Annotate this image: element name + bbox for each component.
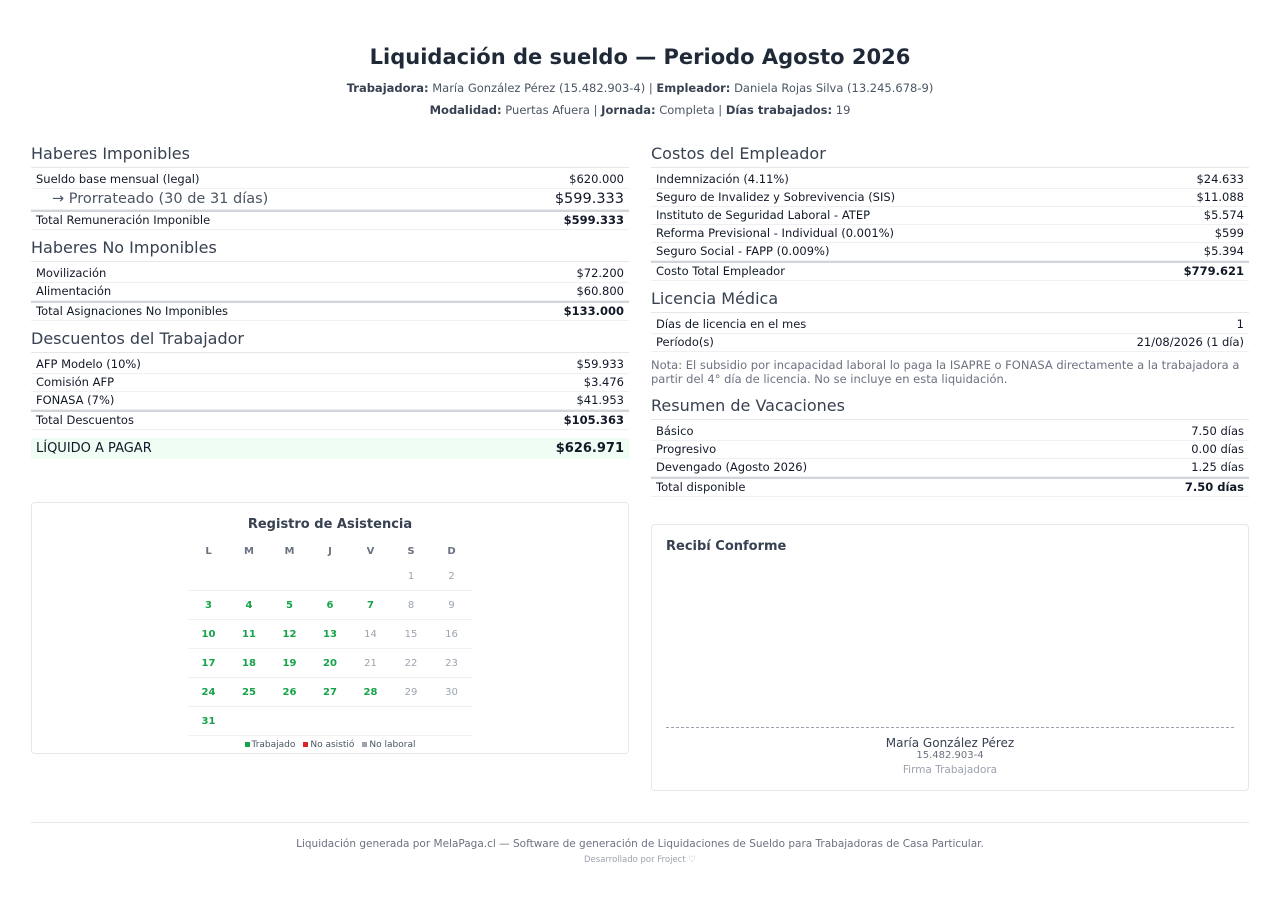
row-label: Progresivo [656,442,717,456]
row-value: $59.933 [576,357,624,371]
calendar-week [188,591,472,620]
separator: | [648,81,653,95]
total-label: Total Descuentos [36,413,134,427]
calendar-empty-cell [229,707,270,736]
calendar-day: 9 [431,591,472,620]
calendar-day: 16 [431,620,472,649]
row-value: $599.333 [554,191,624,207]
total-row [31,301,629,321]
table-row [31,283,629,301]
row-value: $41.953 [576,393,624,407]
calendar-day: 12 [269,620,310,649]
calendar-day: 25 [229,678,270,707]
calendar-day: 18 [229,649,270,678]
liquido-value: $626.971 [555,441,624,456]
row-value: $620.000 [569,172,624,186]
row-label: Instituto de Seguridad Laboral - ATEP [656,208,871,222]
table-row [31,189,629,210]
calendar-day: 7 [350,591,391,620]
total-value: $599.333 [563,213,624,227]
calendar-day: 26 [269,678,310,707]
signature-line [666,727,1234,728]
table-row [651,459,1249,477]
table-row [31,356,629,374]
header-meta-job [31,102,1249,118]
row-label: AFP Modelo (10%) [36,357,141,371]
total-label: Total Remuneración Imponible [36,213,211,227]
worker-value: María González Pérez (15.482.903-4) [432,81,646,95]
costos-rows [651,171,1249,281]
section-title-haberes-no-imponibles: Haberes No Imponibles [31,238,629,262]
total-row [651,477,1249,497]
separator: | [718,103,723,117]
table-row [651,171,1249,189]
row-value: $599 [1214,226,1244,240]
row-value: 1 [1236,317,1244,331]
heart-icon: ♡ [688,855,696,865]
legend-label: No asistió [310,740,355,750]
section-title-vacaciones: Resumen de Vacaciones [651,396,1249,420]
signature-label: Firma Trabajadora [902,764,998,776]
liquido-label: LÍQUIDO A PAGAR [36,441,152,456]
legend-item [362,740,415,750]
footer [31,822,1249,865]
table-row [31,374,629,392]
calendar-day: 14 [350,620,391,649]
calendar-day: 27 [310,678,351,707]
legend-label: No laboral [369,740,416,750]
legend-swatch [362,742,367,747]
calendar-legend [32,740,628,750]
calendar-day: 17 [188,649,229,678]
total-row [31,410,629,430]
total-row [31,210,629,230]
row-value: 21/08/2026 (1 día) [1136,335,1244,349]
calendar-weekday: S [407,545,415,557]
calendar-empty-cell [188,562,229,591]
row-value: $24.633 [1196,172,1244,186]
attendance-calendar [188,540,472,736]
calendar-weekday: M [244,545,254,557]
section-title-haberes-imponibles: Haberes Imponibles [31,144,629,168]
calendar-empty-cell [350,707,391,736]
separator: | [593,103,598,117]
calendar-day: 8 [391,591,432,620]
liquido-a-pagar-row [31,438,629,459]
calendar-day: 28 [350,678,391,707]
row-label: Seguro Social - FAPP (0.009%) [656,244,830,258]
row-value: 1.25 días [1191,460,1244,474]
calendar-day: 21 [350,649,391,678]
signature-rut: 15.482.903-4 [916,750,984,761]
section-title-costos: Costos del Empleador [651,144,1249,168]
days-worked-label: Días trabajados: [725,103,833,117]
calendar-day: 19 [269,649,310,678]
section-title-licencia: Licencia Médica [651,289,1249,313]
calendar-day: 29 [391,678,432,707]
calendar-week [188,707,472,736]
calendar-empty-cell [391,707,432,736]
descuentos-rows [31,356,629,430]
table-row [31,171,629,189]
table-row [651,243,1249,261]
modality-value: Puertas Afuera [505,103,590,117]
calendar-day: 20 [310,649,351,678]
days-worked-value: 19 [835,103,851,117]
calendar-day: 10 [188,620,229,649]
total-label: Costo Total Empleador [656,264,785,278]
section-title-descuentos: Descuentos del Trabajador [31,329,629,353]
calendar-empty-cell [350,562,391,591]
row-value: 0.00 días [1191,442,1244,456]
right-column [651,144,1249,791]
calendar-day: 15 [391,620,432,649]
calendar-week [188,678,472,707]
row-value: $5.574 [1203,208,1244,222]
calendar-day: 5 [269,591,310,620]
calendar-day: 13 [310,620,351,649]
haberes-imponibles-rows [31,171,629,230]
legend-swatch [303,742,308,747]
calendar-empty-cell [310,562,351,591]
total-value: 7.50 días [1184,480,1244,494]
modality-label: Modalidad: [429,103,502,117]
calendar-weekday: M [284,545,295,557]
vacaciones-rows [651,423,1249,497]
calendar-day: 30 [431,678,472,707]
left-column [31,144,629,791]
employer-value: Daniela Rojas Silva (13.245.678-9) [734,81,934,95]
calendar-day: 1 [391,562,432,591]
attendance-calendar-card [31,502,629,754]
signature-card [651,524,1249,791]
row-label: Días de licencia en el mes [656,317,807,331]
page-title: Liquidación de sueldo — Periodo Agosto 2026 [369,45,911,69]
table-row [31,392,629,410]
calendar-day: 24 [188,678,229,707]
row-value: $5.394 [1203,244,1244,258]
calendar-weekday: V [366,545,375,557]
row-label: Comisión AFP [36,375,115,389]
worker-label: Trabajadora: [346,81,429,95]
row-label: Alimentación [36,284,112,298]
total-label: Total disponible [656,480,746,494]
calendar-day: 6 [310,591,351,620]
table-row [31,265,629,283]
row-value: $72.200 [576,266,624,280]
calendar-title: Registro de Asistencia [247,517,413,532]
calendar-day: 31 [188,707,229,736]
table-row [651,441,1249,459]
table-row [651,207,1249,225]
calendar-day: 3 [188,591,229,620]
row-label: Seguro de Invalidez y Sobrevivencia (SIS) [656,190,896,204]
workday-label: Jornada: [601,103,656,117]
calendar-weekday: J [328,545,332,557]
row-label: Reforma Previsional - Individual (0.001%) [656,226,895,240]
row-label: FONASA (7%) [36,393,115,407]
calendar-week [188,620,472,649]
total-value: $105.363 [563,413,624,427]
legend-item [303,740,354,750]
legend-item [245,740,296,750]
calendar-week [188,562,472,591]
row-value: $3.476 [583,375,624,389]
signature-name: María González Pérez [885,736,1015,750]
main-columns [31,144,1249,791]
total-label: Total Asignaciones No Imponibles [36,304,229,318]
footer-text: Liquidación generada por MelaPaga.cl — Software de generación de Liquidaciones de Sueldo para Trabajadoras de Casa Particular. [296,838,984,850]
footer-credit-text: Desarrollado por Froject [584,855,686,865]
calendar-week [188,649,472,678]
calendar-day: 22 [391,649,432,678]
row-value: $11.088 [1196,190,1244,204]
calendar-day: 23 [431,649,472,678]
row-label: Devengado (Agosto 2026) [656,460,808,474]
haberes-no-imponibles-rows [31,265,629,321]
footer-credit [31,855,1249,865]
licencia-rows [651,316,1249,352]
total-value: $779.621 [1183,264,1244,278]
table-row [651,316,1249,334]
header-meta-parties [31,80,1249,96]
calendar-weekday: L [205,545,212,557]
row-label: Período(s) [656,335,714,349]
table-row [651,225,1249,243]
table-row [651,189,1249,207]
calendar-empty-cell [269,707,310,736]
table-row [651,423,1249,441]
row-value: 7.50 días [1191,424,1244,438]
row-label: Básico [656,424,694,438]
workday-value: Completa [659,103,715,117]
calendar-empty-cell [269,562,310,591]
legend-swatch [245,742,250,747]
legend-label: Trabajado [251,740,296,750]
calendar-empty-cell [431,707,472,736]
table-row [651,334,1249,352]
total-value: $133.000 [563,304,624,318]
total-row [651,261,1249,281]
row-label: Indemnización (4.11%) [656,172,789,186]
row-label: Sueldo base mensual (legal) [36,172,200,186]
calendar-day: 2 [431,562,472,591]
licencia-note: Nota: El subsidio por incapacidad laboral lo paga la ISAPRE o FONASA directamente a la trabajadora a partir del 4° día de licencia. No se incluye en esta liquidación. [651,358,1240,386]
calendar-empty-cell [229,562,270,591]
calendar-empty-cell [310,707,351,736]
calendar-weekday: D [447,545,456,557]
calendar-day: 11 [229,620,270,649]
employer-label: Empleador: [656,81,731,95]
row-label: Movilización [36,266,107,280]
calendar-day: 4 [229,591,270,620]
row-value: $60.800 [576,284,624,298]
row-label: → Prorrateado (30 de 31 días) [52,191,269,207]
signature-title: Recibí Conforme [666,539,787,554]
